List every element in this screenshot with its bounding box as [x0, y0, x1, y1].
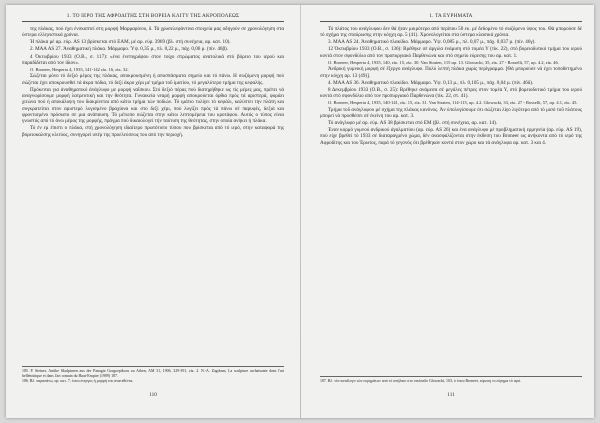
paragraph: Ἀνδρική γυμνική μορφή σέ ἔξεργο ανάγλυφο. Πολύ λεπτή πλάκα χωρίς περίγραμμα. [Θά μπορούσε νά έχει τοποθετημένο στην κόγχη αρ. 13 (49)]. — [320, 66, 582, 79]
running-header: 1. ΤΑ ΕΥΡΗΜΑΤΑ — [320, 13, 582, 22]
paragraph: Τό ανάγλυφο μέ αρ. εύρ. AS 38 βρίσκεται στό ΕΜ (βλ. στή συνέχεια, αρ. κατ. 14). — [328, 119, 498, 126]
page-number: 111 — [447, 392, 455, 398]
find-record: 8 Δεκεμβρίου 1933 (O.B., σ. 25): Βρέθηκε ανάμεσα σέ μεγάλες πέτρες στον τομέα Υ, στό βορειοδυτικό τμήμα του ιερού κοντά στό σφονδύλιο από τον προπυργιακό Παρθενώνα (τίκ. 22, στ. 41). — [320, 86, 582, 100]
page-body — [320, 26, 582, 146]
find-record: 4 Όκτωβρίου 1933 (O.B., σ. 117): «ένα ένεπιγράφου στον τοίχο στρώματος ανατολικά στό βόρειο του ιερού και παραδίδεται από τον ίδιον». — [22, 53, 284, 66]
find-record: 12 Όκτωβρίου 1933 (O.B., σ. 136): Βρέθηκε σέ άργιλα ένάμιση στό τομέα Υ (τίκ. 22), στό βορειοδυτικό τμήμα του ιερού κοντά στον σφονδύλιο από τον προπυργιακό Παρθενώνα και στό σημείο εύρεσης του αρ. κατ. 1. — [320, 46, 582, 59]
bibliography-reference: Ο. Broneer, Hesperia 4, 1935, 140-141, εἰκ. 15, εἰκ. 31. Van Straten, 114-115, αρ. 4.2. Glowacki, 33, εἰκ. 27 - Rosselli, 57, αρ. 4.1, εἰκ. 45. — [328, 100, 578, 106]
catalogue-entry: 3. MAA AS 24. Ἀναθηματικό πλακίδιο. Μάρμαρο. Ύψ. 0,085 μ., πλ. 0,07 μ., πάχ. 0,037 μ. (πίν. 46γ). — [328, 39, 536, 46]
catalogue-entry: 4. MAA AS 36. Ἀναθηματικό πλακίδιο. Μάρμαρο. Ύψ. 0,13 μ., πλ. 0,105 μ., πάχ. 0,04 μ. (πίν. 46δ). — [328, 79, 534, 86]
footnote: 187. Βλ. τόν κατάλογο τών ευρημάτων από τό σπήλαιο στο οικόπεδο Glowacki, 103, ό όπου Broneer, εύρεση το εύρημα τό ιερό. — [320, 379, 522, 383]
running-header: 1. ΤΟ ΙΕΡΟ ΤΗΣ ΑΦΡΟΔΙΤΗΣ ΣΤΗ ΒΟΡΕΙΑ ΚΛΙΤΥ ΤΗΣ ΑΚΡΟΠΟΛΕΩΣ — [22, 13, 284, 22]
paragraph: Έναν κορμό γυμνού ανδρικού άγαλματίου (αρ. εύρ. AS 26) και ένα ανάγλυφο μέ προβληματική ερμηνεία (αρ. εύρ. AS 19), πού είχε βρεθεί τό 1933 σέ διαταραγμένο χώμα, δέν ανασφαλίζονται στην έκθεση του Broneer ως ανήκοντα από τό ιερό της Αφροδίτης και του Έρωτος, παρά τό γεγονός ότι βρέθηκαν κοντά στον χώρο και τά ανάγλυφα αρ. κατ. 3 και 4. — [320, 127, 582, 146]
paragraph: Πρόκειται για ἀναθηματικό ἀνάγλυφο με μορφή ναΐσκου. Στό δεξιό πέρας πού διατηρήθηκε ως τίς μέρες μας, πρέπει νά αναγνωρίσουμε μορφή λατρευτική και την θεότητα. Γυναικεία νεαρή μορφή αποκρούεται όρθια πρός τά αριστερά, φοράει χιτώνα πού ή αποκάλυψη του διακρίνεται από κάτω τμήμα τών ποδιών. Τό ιμάτιο τυλίγει τό κεφάλι, καλύπτει την πλάτη και συγκρατείται στον αριστερό λυγισμένο βραχίονα και στο δεξί χέρι, πού λυγίζει πρός τά πάνω σέ παρυφές, δεξιά και φροντισμένο πρόσωπο σε μια ανάπαυση. Τό μέτωπο σώζεται στην κάτω λεπτομέρεια του κροτάφου. Αυτός ο τύπος είναι γνωστός από τό άνω μέρος της μορφής, πράγμα πού δικαιολογεί τήν ταύτιση της θεότητας, στην οποία ανήκει ή πλάκα. — [22, 86, 284, 125]
bibliography-reference: Ο. Broneer, Hesperia 4, 1935, 141-142 εἰκ. 16, εἰκ. 32. — [30, 66, 129, 72]
left-page — [10, 5, 296, 418]
page-body — [22, 26, 284, 138]
paragraph: Ή πλάκα μέ αρ. εύρ. AS 13 βρίσκεται στό ΕΑΜ, μέ αρ. εύρ. 3969 (βλ. στή συνέχεια, αρ. κατ. 10). — [30, 39, 231, 46]
paragraph: Σώζεται μόνο τό δεξιό μέρος της πλάκας, αποκρουσμένη ή αποσπάσματα σημείο και τό πάνω. Η σωζόμενη μορφή πού σώζεται έχει αποκρουσθεί τά άκρα πόδια, τό δεξί άκρο χέρι μέ τμήμα τοῦ ίματίου, τό μεγαλύτερο τμήμα της κεφαλής. — [22, 73, 284, 86]
footnotes — [320, 376, 582, 384]
footnote: 185. P. Steiner, Antike Skulpturen aus der Panagia Gorgoepikoos zu Athen, AM 31, 1906, 329-391, εἰκ. 2. Ν.-Α. Zagdoun, La sculpture archaïsante dans l'art hellénistique et dans l'art romain du Haut-Empire (1989) 187. — [22, 369, 284, 378]
catalogue-entry: 2. MAA AS 27. Ἀναθηματική πλάκα. Μάρμαρο. Ύψ. 0,35 μ., πλ. 0,22 μ., πάχ. 0,06 μ. (πίν. 46β). — [30, 46, 229, 53]
paragraph: Τμήμα τοῦ ανάγλυφου μέ σχήμα της πλάκας κανόνος. Ἀν ύπολογίσουμε ότι σώζεται λίγο λιγότερο από τό μισό τοῦ πλάτους μπορεί νά προσθέσει σέ έκείνη του αρ. κατ. 3. — [320, 106, 582, 119]
paragraph: της πλάκας, πού έχει ένσκαπτεί στη μορφή Μαρμαρίνου, δ. Τά χρυσελεφάντινα στοιχεία μας οδηγούν σε χρονολόγηση στα ύστερα ελληνιστικά χρόνια. — [22, 26, 284, 39]
book-spread — [6, 5, 594, 418]
bibliography-reference: Ο. Broneer, Hesperia 4, 1935, 140, εἰκ. 15, εἰκ. 30. Van Straten, 115 αρ. 13. Glowacki, 35, εἰκ. 27 - Rosselli, 57, αρ. 4.2, εἰκ. 46. — [328, 59, 559, 65]
book-gutter — [300, 5, 301, 418]
page-number: 110 — [149, 392, 157, 398]
paragraph: Τό έν εμ έπιστι ο πλάκα, στή χρονολόγηση ιδιαίτερο πρωτότυπο τύπου που βρίσκεται από τό ιερό, στην καταφορά της βορειοκαλσης κλιτύος, συνηγορεί υπέρ της προελεύσεως του από την περιοχή. — [22, 125, 284, 138]
footnotes — [22, 366, 284, 384]
paragraph: Τό πλάτος του ανάγλυφου δεν θά ήταν μικρότερο από περίπου 50 εκ. μέ δεδομένο τό σωζόμενο ύψος του. Θά μπορούσε δέ τό σχήμα της σταύρωσης στην κόγχη αρ. 5 (41). Χρονολογείται στα ύστερα κλασικά χρόνια. — [320, 26, 582, 39]
footnote: 186. Βλ. παραπάνω, αρ. κατ. 7, όπου ένεργος ή μορφή του ανατεθέντα. — [22, 379, 134, 383]
right-page — [308, 5, 594, 418]
